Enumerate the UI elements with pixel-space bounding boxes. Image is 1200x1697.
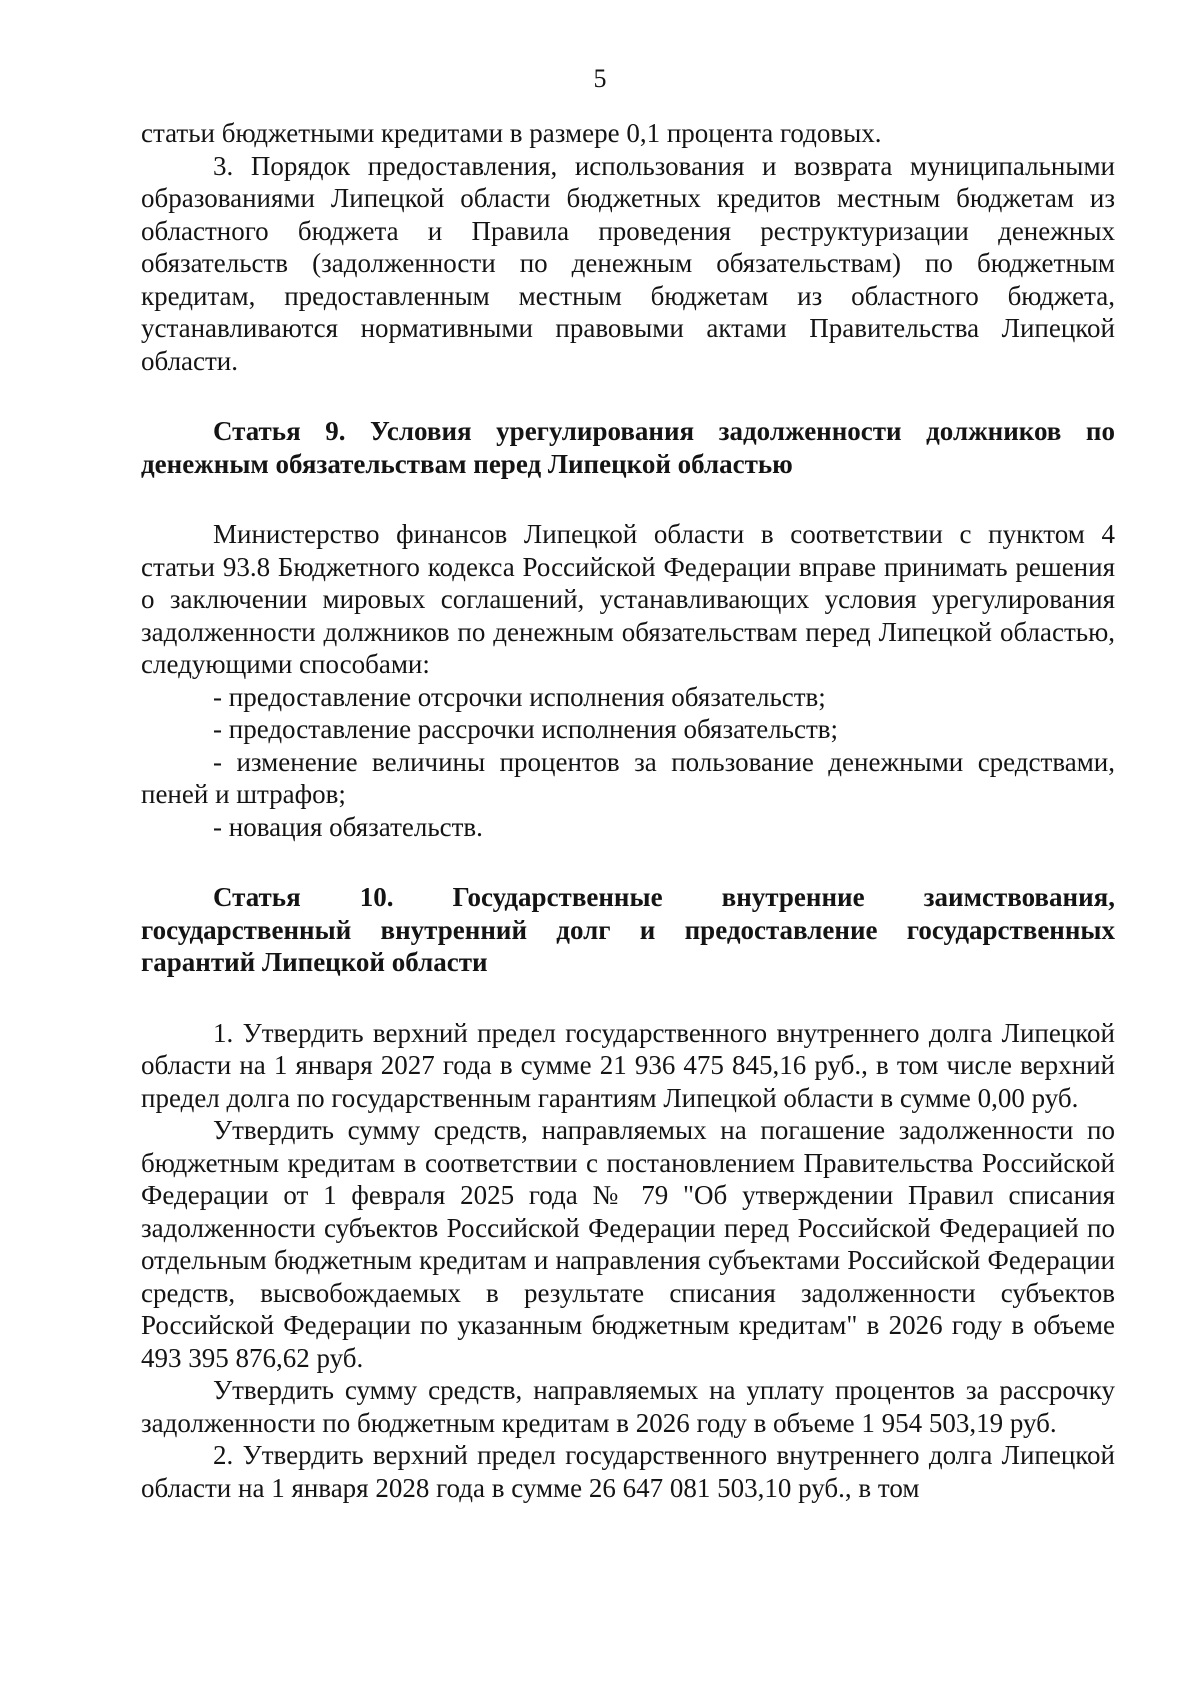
article-10-paragraph: 1. Утвердить верхний предел государственного внутреннего долга Липецкой области на 1 января 2027 года в сумме 21 936 475 845,16 руб., в том числе верхний предел долга по государственным гарантиям Липецкой области в сумме 0,00 руб. bbox=[141, 1017, 1115, 1113]
article-10-paragraph-cut: 2. Утвердить верхний предел государственного внутреннего долга Липецкой области на 1 января 2028 года в сумме 26 647 081 503,10 руб., в том bbox=[141, 1440, 1115, 1503]
article-9-heading: Статья 9. Условия урегулирования задолженности должников по денежным обязательствам перед Липецкой областью bbox=[141, 416, 1115, 479]
paragraph-item-3: 3. Порядок предоставления, использования и возврата муниципальными образованиями Липецкой области бюджетных кредитов местным бюджетам из областного бюджета и Правила проведения реструктуризации денежных обязательств (задолженности по денежным обязательствам) по бюджетным кредитам, предоставленным местным бюджетам из областного бюджета, устанавливаются нормативными правовыми актами Правительства Липецкой области. bbox=[141, 150, 1115, 376]
article-9-list-item: - изменение величины процентов за пользование денежными средствами, пеней и штрафов; bbox=[141, 746, 1115, 809]
document-body bbox=[141, 117, 1115, 1504]
article-9-intro: Министерство финансов Липецкой области в соответствии с пунктом 4 статьи 93.8 Бюджетного кодекса Российской Федерации вправе принимать решения о заключении мировых соглашений, устанавливающих условия урегулирования задолженности должников по денежным обязательствам перед Липецкой областью, следующими способами: bbox=[141, 519, 1115, 679]
article-9-list-item: - предоставление отсрочки исполнения обязательств; bbox=[213, 681, 826, 712]
page-number: 5 bbox=[593, 64, 607, 93]
paragraph-continuation: статьи бюджетными кредитами в размере 0,1 процента годовых. bbox=[141, 118, 882, 148]
article-10-heading: Статья 10. Государственные внутренние заимствования, государственный внутренний долг и предоставление государственных гарантий Липецкой области bbox=[141, 882, 1115, 977]
article-10-paragraph: Утвердить сумму средств, направляемых на погашение задолженности по бюджетным кредитам в соответствии с постановлением Правительства Российской Федерации от 1 февраля 2025 года № 79 "Об утверждении Правил списания задолженности субъектов Российской Федерации перед Российской Федерацией по отдельным бюджетным кредитам и направления субъектами Российской Федерации средств, высвобождаемых в результате списания задолженности субъектов Российской Федерации по указанным бюджетным кредитам" в 2026 году в объеме 493 395 876,62 руб. bbox=[141, 1115, 1115, 1373]
article-9-list-item: - новация обязательств. bbox=[213, 811, 483, 842]
article-10-paragraph: Утвердить сумму средств, направляемых на уплату процентов за рассрочку задолженности по бюджетным кредитам в 2026 году в объеме 1 954 503,19 руб. bbox=[141, 1375, 1115, 1438]
article-9-list-item: - предоставление рассрочки исполнения обязательств; bbox=[213, 714, 838, 744]
